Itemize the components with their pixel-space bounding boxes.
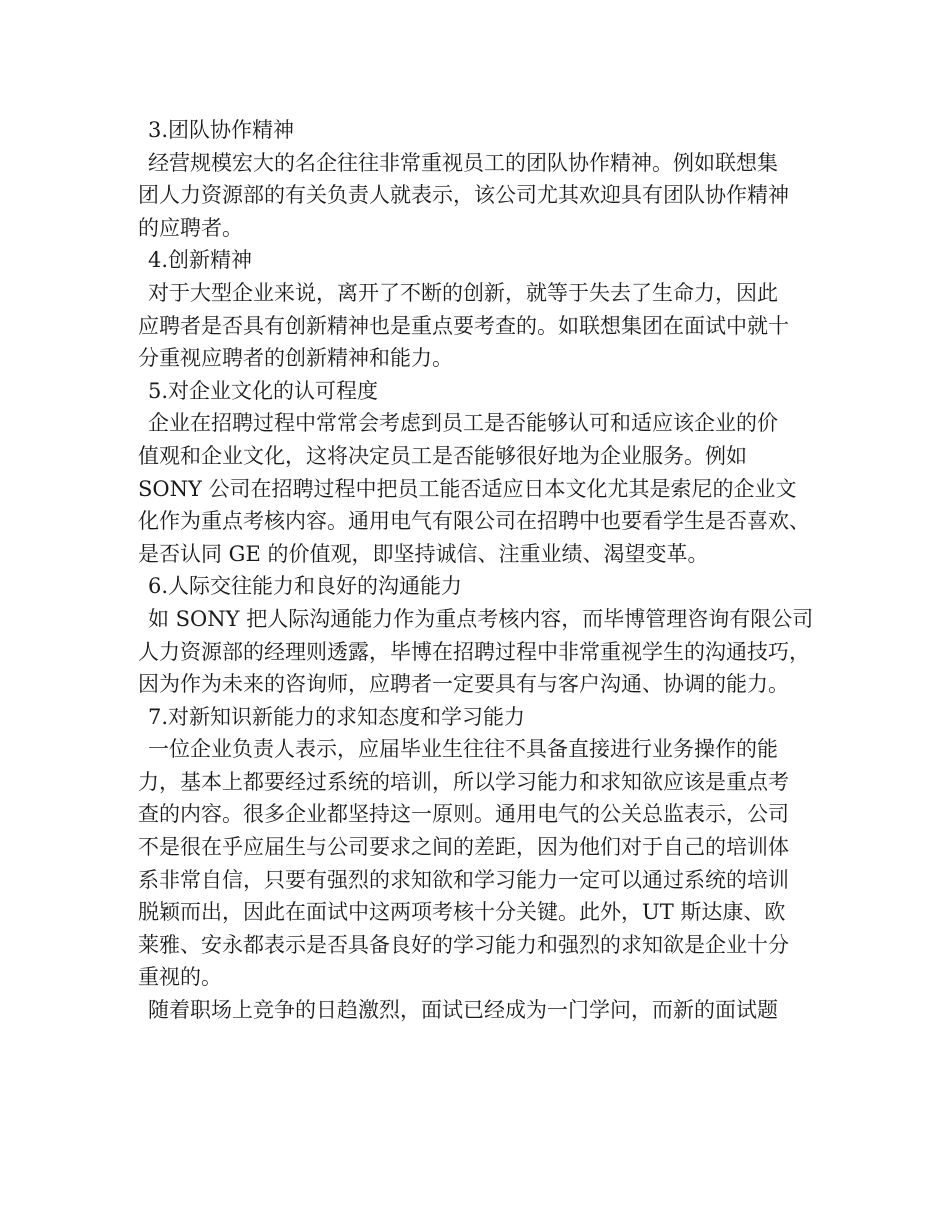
text-line: 脱颖而出，因此在面试中这两项考核十分关键。此外，UT 斯达康、欧 <box>138 900 786 925</box>
text-line: 查的内容。很多企业都坚持这一原则。通用电气的公关总监表示，公司 <box>138 802 789 827</box>
text-line: 力，基本上都要经过系统的培训，所以学习能力和求知欲应该是重点考 <box>138 769 789 794</box>
text-line: 莱雅、安永都表示是否具备良好的学习能力和强烈的求知欲是企业十分 <box>138 932 789 957</box>
text-line: 7.对新知识新能力的求知态度和学习能力 <box>148 704 526 729</box>
text-line: 值观和企业文化，这将决定员工是否能够很好地为企业服务。例如 <box>138 443 747 468</box>
text-line: 3.团队协作精神 <box>148 118 295 142</box>
text-line: 化作为重点考核内容。通用电气有限公司在招聘中也要看学生是否喜欢、 <box>138 509 810 534</box>
text-line: 如 SONY 把人际沟通能力作为重点考核内容，而毕博管理咨询有限公司 <box>148 606 814 631</box>
text-line: 应聘者是否具有创新精神也是重点要考查的。如联想集团在面试中就十 <box>138 313 789 338</box>
text-line: 分重视应聘者的创新精神和能力。 <box>138 346 453 371</box>
text-line: 6.人际交往能力和良好的沟通能力 <box>148 574 463 599</box>
text-line: 团人力资源部的有关负责人就表示，该公司尤其欢迎具有团队协作精神 <box>138 183 789 208</box>
text-line: SONY 公司在招聘过程中把员工能否适应日本文化尤其是索尼的企业文 <box>138 476 797 501</box>
text-line: 是否认同 GE 的价值观，即坚持诚信、注重业绩、渴望变革。 <box>138 541 709 566</box>
text-line: 重视的。 <box>138 965 222 990</box>
text-line: 人力资源部的经理则透露，毕博在招聘过程中非常重视学生的沟通技巧， <box>138 639 810 664</box>
text-line: 企业在招聘过程中常常会考虑到员工是否能够认可和适应该企业的价 <box>148 411 778 436</box>
text-line: 一位企业负责人表示，应届毕业生往往不具备直接进行业务操作的能 <box>148 737 778 762</box>
text-line: 的应聘者。 <box>138 215 243 240</box>
text-line: 因为作为未来的咨询师，应聘者一定要具有与客户沟通、协调的能力。 <box>138 672 789 697</box>
text-line: 经营规模宏大的名企往往非常重视员工的团队协作精神。例如联想集 <box>148 150 778 175</box>
document-body <box>138 114 828 1027</box>
text-line: 随着职场上竞争的日趋激烈，面试已经成为一门学问，而新的面试题 <box>148 998 778 1023</box>
text-line: 对于大型企业来说，离开了不断的创新，就等于失去了生命力，因此 <box>148 280 778 305</box>
text-line: 不是很在乎应届生与公司要求之间的差距，因为他们对于自己的培训体 <box>138 835 789 860</box>
text-line: 5.对企业文化的认可程度 <box>148 378 379 403</box>
text-line: 系非常自信，只要有强烈的求知欲和学习能力一定可以通过系统的培训 <box>138 867 789 892</box>
text-line: 4.创新精神 <box>148 248 253 273</box>
